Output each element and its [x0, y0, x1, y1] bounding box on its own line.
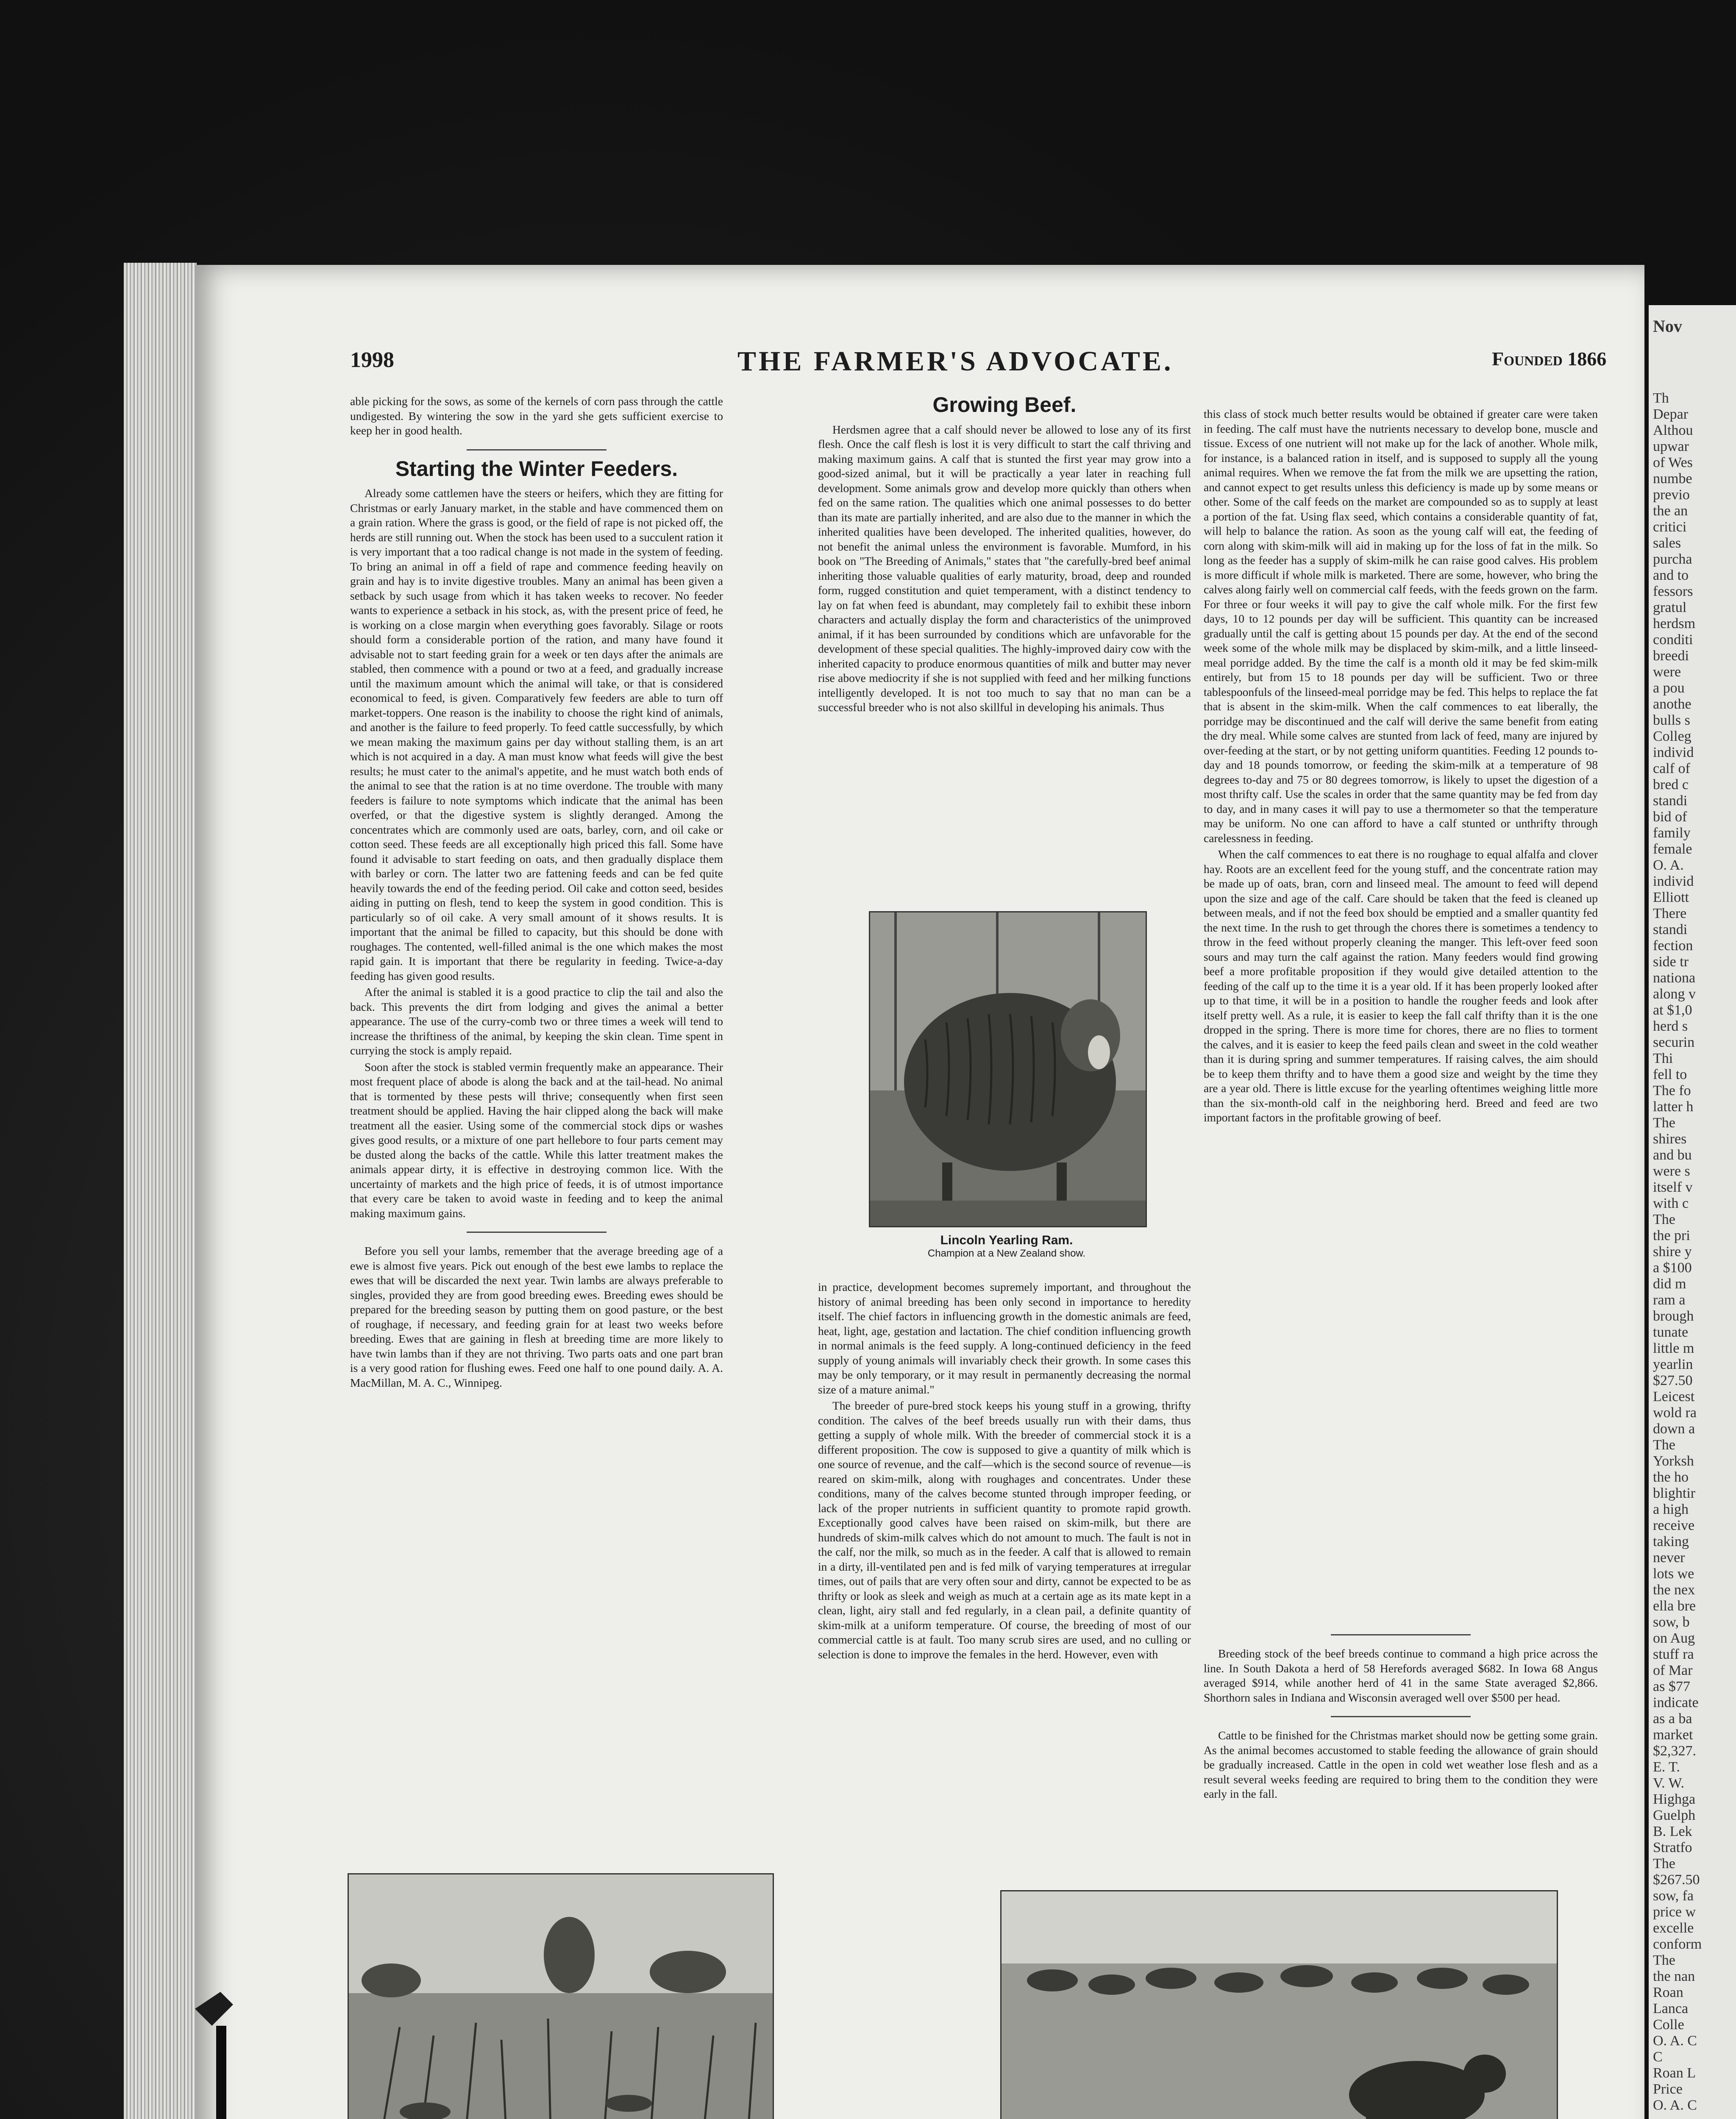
next-page-fragment: with c — [1653, 1196, 1689, 1211]
next-page-edge — [1649, 305, 1736, 2119]
next-page-fragment: Leicest — [1653, 1389, 1695, 1404]
breeding-stock-note: Breeding stock of the beef breeds continue to command a high price across the line. In South Dakota a herd of 58 Herefords averaged $682. In Iowa 68 Angus averaged $914, while another herd of 41 in the same State averaged $2,866. Shorthorn sales in Indiana and Wisconsin averaged well over $500 per head. — [1204, 1647, 1598, 1704]
next-page-fragment: previo — [1653, 487, 1690, 503]
next-page-fragment: E. T. — [1653, 1759, 1680, 1775]
next-page-fragment: a $100 — [1653, 1260, 1692, 1276]
next-page-fragment: Colle — [1653, 2017, 1684, 2033]
next-page-fragment: The — [1653, 1115, 1675, 1131]
next-page-fragment: a high — [1653, 1502, 1689, 1517]
next-page-fragment: conditi — [1653, 632, 1693, 648]
next-page-fragment: gratul — [1653, 600, 1687, 615]
paragraph: After the animal is stabled it is a good practice to clip the tail and also the back. This prevents the dirt from lodging and gives the animal a better appearance. The use of the curry-comb two or three times a week will tend to increase the thriftiness of the animal, by keeping the skin clean. Time spent in currying the stock is amply repaid. — [350, 985, 723, 1057]
next-page-fragment: securin — [1653, 1034, 1695, 1050]
next-page-fragment: female — [1653, 841, 1692, 857]
next-page-fragment: latter h — [1653, 1099, 1694, 1115]
paragraph: When the calf commences to eat there is no roughage to equal alfalfa and clover hay. Roots are an excellent feed for the young stuff, and the concentrate ration may be made up of oats, bran, corn and linseed meal. The amount to feed will depend upon the size and age of the calf. Care should be taken that the feed is cleaned up between meals, and if not the feed box should be emptied and a smaller quantity fed the next time. In the rush to get through the chores there is sometimes a tendency to throw in the feed without properly cleaning the manger. This left-over feed soon sours and may turn the calf against the ration. Many feeders would find growing beef a more profitable proposition if they would give detailed attention to the feeding of the calf up to the time it is a year old. If it has been properly looked after up to that time, it will be in a position to handle the rougher feeds and look after itself pretty well. As a rule, it is easier to keep the fall calf thrifty than it is the one dropped in the spring. There is more time for chores, there are no flies to torment the calves, and it is easier to keep the feed pails clean and sweet in the cold weather than it is during spring and summer temperatures. If raising calves, the aim should be to keep them thrifty and to have them a good size and weight by the time they are a year old. There is little excuse for the yearling oftentimes weighing little more than the six-month-old calf in the neighboring herd. Breed and feed are two important factors in the profitable growing of beef. — [1204, 848, 1598, 1124]
divider-rule — [467, 1232, 606, 1233]
next-page-fragment: the nan — [1653, 1969, 1695, 1984]
page-number: 1998 — [350, 348, 394, 372]
next-page-fragment: shires — [1653, 1131, 1687, 1147]
next-page-fragment: a pou — [1653, 680, 1685, 696]
next-page-fragment: Highga — [1653, 1791, 1696, 1807]
next-page-fragment: Price — [1653, 2081, 1683, 2097]
next-page-fragment: Th — [1653, 390, 1669, 406]
publication-title: THE FARMER'S ADVOCATE. — [737, 346, 1174, 377]
next-page-fragment: the pri — [1653, 1228, 1690, 1243]
next-page-fragment: were — [1653, 664, 1681, 680]
ram-caption — [869, 1233, 1144, 1260]
next-page-fragment: critici — [1653, 519, 1687, 535]
next-page-fragment: on Aug — [1653, 1630, 1695, 1646]
next-page-fragment: stuff ra — [1653, 1646, 1694, 1662]
next-page-fragment: $2,327. — [1653, 1743, 1696, 1759]
next-page-fragment: sow, b — [1653, 1614, 1690, 1630]
next-page-fragment: the an — [1653, 503, 1688, 519]
next-page-fragment: fell to — [1653, 1067, 1687, 1082]
next-page-fragment: fessors — [1653, 584, 1693, 599]
next-page-fragment: Roan L — [1653, 2065, 1696, 2081]
middle-column-top — [818, 394, 1191, 886]
ram-caption-title: Lincoln Yearling Ram. — [940, 1233, 1073, 1247]
next-page-fragment: standi — [1653, 922, 1688, 937]
paragraph: Soon after the stock is stabled vermin frequently make an appearance. Their most frequent place of abode is along the back and at the tail-head. No animal that is tormented by these pests will thrive; consequently when first seen treatment should be applied. Having the hair clipped along the back will make treatment all the easier. Using some of the commercial stock dips or washes gives good results, or a mixture of one part hellebore to four parts cement may be dusted along the backs of the cattle. While this latter treatment makes the animals appear dirty, it is effective in destroying common lice. With the uncertainty of markets and the high price of feeds, it is of utmost importance that every care be taken to avoid waste in feeding and to keep the animal making maximum gains. — [350, 1060, 723, 1220]
next-page-fragment: Roan — [1653, 1985, 1683, 2000]
next-page-head: Nov — [1653, 317, 1682, 336]
next-page-fragment: were s — [1653, 1163, 1690, 1179]
next-page-fragment: price w — [1653, 1904, 1696, 1920]
next-page-fragment: receive — [1653, 1518, 1695, 1533]
next-page-fragment: at $1,0 — [1653, 1002, 1692, 1018]
next-page-fragment: breedi — [1653, 648, 1689, 664]
book-page-edges — [124, 263, 197, 2119]
next-page-fragment: The — [1653, 1437, 1675, 1453]
next-page-fragment: Yorksh — [1653, 1453, 1694, 1469]
next-page-fragment: Elliott — [1653, 890, 1689, 905]
next-page-fragment: Thi — [1653, 1051, 1673, 1066]
next-page-fragment: tunate — [1653, 1324, 1689, 1340]
next-page-fragment: conform — [1653, 1936, 1702, 1952]
next-page-fragment: and bu — [1653, 1147, 1692, 1163]
next-page-fragment: upwar — [1653, 439, 1689, 454]
next-page-fragment: excelle — [1653, 1920, 1694, 1936]
next-page-fragment: individ — [1653, 745, 1694, 760]
hogging-corn-photo — [348, 1873, 774, 2119]
book-clip — [186, 1992, 237, 2119]
next-page-fragment: ram a — [1653, 1292, 1686, 1308]
next-page-fragment: calf of — [1653, 761, 1690, 776]
next-page-fragment: market — [1653, 1727, 1693, 1743]
next-page-fragment: nationa — [1653, 970, 1696, 986]
next-page-fragment: There — [1653, 906, 1687, 921]
next-page-fragment: lots we — [1653, 1566, 1694, 1582]
right-column-notes — [1204, 1623, 1598, 1844]
opening-fragment: able picking for the sows, as some of the kernels of corn pass through the cattle undigested. By wintering the sow in the yard she gets sufficient exercise to keep her in good health. — [350, 395, 723, 437]
next-page-fragment: blightir — [1653, 1485, 1696, 1501]
next-page-fragment: numbe — [1653, 471, 1692, 487]
paragraph: Herdsmen agree that a calf should never be allowed to lose any of its first flesh. Once the calf flesh is lost it is very difficult to start the calf thriving and making maximum gains. A calf that is stunted the first year may grow into a good-sized animal, but it will be practically a year later in reaching full development. Some animals grow and develop more quickly than others when fed on the same ration. The qualities which one animal possesses to do better than its mate are partially inherited, and are also due to the manner in which the inherited qualities have been developed. The inherited qualities, however, do not benefit the animal unless the environment is favorable. Mumford, in his book on "The Breeding of Animals," states that "the carefully-bred beef animal inheriting those valuable qualities of early maturity, broad, deep and rounded form, rugged constitution and quiet temperament, with a distinct tendency to lay on fat when feed is abundant, may completely fail to exhibit these inborn characters and actually display the form and characteristics of the unimproved animal, if it has been surrounded by conditions which are unfavorable for the development of these special qualities. The highly-improved dairy cow with the inherited capacity to produce enormous quantities of milk and butter may never rise above mediocrity if she is not supplied with feed and her milking functions intelligently developed. It is not too much to say that no man can be a successful breeder who is not also skillful in developing his animals. Thus — [818, 423, 1191, 714]
corn-field-image — [349, 1874, 773, 2119]
lambs-note: Before you sell your lambs, remember that the average breeding age of a ewe is almost five years. Pick out enough of the best ewe lambs to replace the ewes that will be discarded the next year. Twin lambs are always preferable to singles, provided they are from good breeding ewes. Breeding ewes should be prepared for the breeding season by putting them on good pasture, or the best of roughage, if necessary, and feeding grain for at least two weeks before breeding. Ewes that are gaining in flesh at breeding time are more likely to have twin lambs than if they are not thriving. Two parts oats and one part bran is a very good ration for flushing ewes. Feed one half to one pound daily. A. A. MacMillan, M. A. C., Winnipeg. — [350, 1244, 723, 1389]
article-heading-growing-beef: Growing Beef. — [932, 394, 1077, 417]
next-page-fragment: V. W. — [1653, 1775, 1685, 1791]
next-page-fragment: purcha — [1653, 551, 1692, 567]
next-page-fragment: Colleg — [1653, 729, 1691, 744]
next-page-fragment: sow, fa — [1653, 1888, 1694, 1904]
next-page-fragment: did m — [1653, 1276, 1686, 1292]
next-page-fragment: shire y — [1653, 1244, 1692, 1260]
next-page-fragment: Lanca — [1653, 2001, 1689, 2016]
next-page-fragment: the ho — [1653, 1469, 1689, 1485]
next-page-fragment: individ — [1653, 873, 1694, 889]
next-page-fragment: O. A. C — [1653, 2097, 1697, 2113]
next-page-fragment: herdsm — [1653, 616, 1696, 631]
next-page-fragment: The — [1653, 1952, 1675, 1968]
next-page-fragment: yearlin — [1653, 1357, 1693, 1372]
next-page-fragment: down a — [1653, 1421, 1695, 1437]
next-page-fragment: $27.50 — [1653, 1373, 1693, 1388]
divider-rule — [467, 449, 606, 450]
next-page-fragment: wold ra — [1653, 1405, 1697, 1421]
founded-date: Founded 1866 — [1492, 348, 1607, 370]
next-page-fragment: O. A. — [1653, 857, 1684, 873]
next-page-fragment: O. A. C — [1653, 2033, 1697, 2049]
next-page-fragment: as $77 — [1653, 1679, 1690, 1694]
next-page-fragment: bulls s — [1653, 712, 1690, 728]
christmas-market-note: Cattle to be finished for the Christmas market should now be getting some grain. As the animal becomes accustomed to stable feeding the allowance of grain should be gradually increased. Cattle in the open in cold wet weather lose flesh and as a result several weeks feeding are required to bring them to the condition they were early in the fall. — [1204, 1729, 1598, 1800]
next-page-fragment: along v — [1653, 986, 1696, 1002]
paragraph: in practice, development becomes supremely important, and throughout the history of animal breeding has been only second in importance to heredity itself. The chief factors in influencing growth in the domestic animals are feed, heat, light, age, gestation and lactation. The chief condition influencing growth in normal animals is the feed supply. A long-continued deficiency in the feed supply of young animals will invariably check their growth. In some cases this may be only temporary, or it may result in permanently decreasing the normal size of a mature animal." — [818, 1280, 1191, 1396]
next-page-fragment: anothe — [1653, 696, 1691, 712]
right-column — [1204, 407, 1598, 1627]
next-page-fragment: Althou — [1653, 423, 1693, 438]
next-page-fragment: of Mar — [1653, 1663, 1693, 1678]
next-page-fragment: indicate — [1653, 1695, 1699, 1710]
next-page-fragment: itself v — [1653, 1179, 1693, 1195]
ram-caption-subtitle: Champion at a New Zealand show. — [927, 1248, 1086, 1259]
cattle-herd-image — [1002, 1891, 1557, 2119]
next-page-fragment: of Wes — [1653, 455, 1693, 470]
paragraph: The breeder of pure-bred stock keeps his young stuff in a growing, thrifty condition. The calves of the beef breeds usually run with their dams, thus getting a supply of whole milk. With the breeder of commercial stock it is a different proposition. The cow is supposed to give a quantity of milk which is one source of revenue, and the calf—which is the second source of revenue—is reared on skim-milk, along with roughages and concentrates. Under these conditions, many of the calves become stunted through improper feeding, or lack of the proper nutrients in sufficient quantity to promote rapid growth. Exceptionally good calves have been raised on skim-milk, but there are hundreds of skim-milk calves which do not amount to much. The fault is not in the calf, nor the milk, so much as in the feeder. A calf that is allowed to remain in a dirty, ill-ventilated pen and is fed milk of varying temperatures at irregular times, out of pails that are very often sour and dirty, cannot be expected to be as thrifty or look as sleek and weigh as much at a certain age as its mate kept in a clean, light, airy stall and fed regularly, in a clean pail, a definite quantity of skim-milk at a uniform temperature. Of course, the breeding of most of our commercial cattle is at fault. Too many scrub sires are used, and no culling or selection is done to improve the females in the herd. However, even with — [818, 1399, 1191, 1661]
paragraph: Already some cattlemen have the steers or heifers, which they are fitting for Christmas or early January market, in the stable and have commenced them on a grain ration. Where the grass is good, or the field of rape is not picked off, the herds are still running out. When the stock has been used to a succulent ration it is very important that a too radical change is not made in the system of feeding. To bring an animal in off a field of rape and commence feeding heavily on grain and hay is to invite digestive troubles. Many an animal has been given a setback by such usage from which it has taken weeks to recover. No feeder wants to experience a setback in his stock, as, with the present price of feed, he is working on a close margin when everything goes favorably. Silage or roots should form a considerable portion of the ration, and many have found it advisable not to start feeding grain for a week or ten days after the animals are stabled, then commence with a pound or two at a feed, and gradually increase until the maximum amount which the animal will take, or that is considered economical to feed, is given. Comparatively few feeders are able to turn off market-toppers. One reason is the inability to choose the right kind of animals, and another is the failure to feed properly. To feed cattle successfully, by which we mean making the maximum gains per day without stalling them, is an art which is not acquired in a day. A man must know what feeds will give the best results; he must cater to the animal's appetite, and he must watch both ends of the animal to see that the ration is at no time overdone. The trouble with many feeders is failure to note symptoms which indicate that the animal has been overfed, or that the digestive system is slightly deranged. Among the concentrates which are commonly used are oats, barley, corn, and oil cake or cotton seed. These feeds are all exceptionally high priced this fall. Some have found it advisable to start feeding on oats, and then gradually displace them with barley or corn. The latter two are fattening feeds and can be fed quite heavily towards the end of the feeding period. Oil cake and cotton seed, besides aiding in putting on flesh, tend to keep the system in good condition. This is particularly so of oil cake. A very small amount of it shows results. It is important that the animal be filled to capacity, but this should be done with roughages. The contented, well-filled animal is the one which makes the most rapid gain. It is important that there be regularity in feeding. Twice-a-day feeding has given good results. — [350, 487, 723, 982]
next-page-fragment: bid of — [1653, 809, 1687, 825]
next-page-fragment: herd s — [1653, 1018, 1688, 1034]
next-page-fragment: taking — [1653, 1534, 1689, 1549]
next-page-fragment: brough — [1653, 1308, 1694, 1324]
next-page-fragment: side tr — [1653, 954, 1689, 970]
lincoln-ram-photo — [869, 911, 1147, 1227]
next-page-fragment: as a ba — [1653, 1711, 1692, 1727]
round-up-photo — [1000, 1890, 1558, 2119]
next-page-fragment: sales — [1653, 535, 1681, 551]
divider-rule — [1331, 1716, 1471, 1717]
next-page-fragment: family — [1653, 825, 1691, 841]
left-column — [350, 394, 723, 1856]
next-page-fragment: fection — [1653, 938, 1693, 954]
next-page-fragment: bred c — [1653, 777, 1689, 793]
next-page-fragment: standi — [1653, 793, 1688, 809]
next-page-fragment: C — [1653, 2049, 1663, 2065]
paragraph: this class of stock much better results would be obtained if greater care were taken in feeding. The calf must have the nutrients necessary to develop bone, muscle and tissue. Excess of one nutrient will not make up for the lack of another. Whole milk, for instance, is a balanced ration in itself, and is supposed to supply all the young animal requires. When we remove the fat from the milk we are upsetting the ration, and cannot expect to get results unless this deficiency is made up by some means or other. Some of the calf feeds on the market are compounded so as to supply at least a portion of the fat. Using flax seed, which contains a considerable quantity of fat, will help to balance the ration. As soon as the young calf will eat, the feeding of corn along with skim-milk will aid in making up for the loss of fat in the milk. So long as the feeder has a supply of skim-milk he can raise good calves. His problem is more difficult if whole milk is marketed. There are some, however, who bring the calves along fairly well on commercial calf feeds, with the feeds grown on the farm. For three or four weeks it will pay to give the calf whole milk. For the first few days, 10 to 12 pounds per day will be sufficient. This quantity can be increased gradually until the calf is getting about 15 pounds per day. At the end of the second week some of the whole milk may be displaced by skim-milk, and a little linseed-meal porridge added. By the time the calf is a month old it may be fed skim-milk entirely, but from 15 to 18 pounds per day will be sufficient. Two or three tablespoonfuls of the linseed-meal porridge may be fed. This helps to replace the fat that is absent in the skim-milk. When the calf commences to eat liberally, the porridge may be discontinued and the calf will derive the same benefit from eating the dry meal. While some calves are stunted from lack of feed, many are injured by over-feeding at the start, or by not getting uniform quantities. Feeding 12 pounds to-day and 18 pounds tomorrow, or feeding the skim-milk at a temperature of 98 degrees to-day and 75 or 80 degrees tomorrow, is likely to upset the digestion of a most thrifty calf. Use the scales in order that the same quantity may be fed from day to day, and in many cases it will pay to use a thermometer so that the temperature may be uniform. No one can afford to have a calf stunted or unthrifty through carelessness in feeding. — [1204, 407, 1598, 845]
middle-column-bottom — [818, 1280, 1191, 1860]
next-page-fragment: ella bre — [1653, 1598, 1696, 1614]
next-page-fragment: Depar — [1653, 406, 1689, 422]
next-page-fragment: B. Lek — [1653, 1824, 1692, 1839]
next-page-fragment: The fo — [1653, 1083, 1691, 1098]
next-page-fragment: Stratfo — [1653, 1840, 1692, 1855]
next-page-fragment: The — [1653, 1856, 1675, 1872]
next-page-fragment: and to — [1653, 567, 1689, 583]
divider-rule — [1331, 1634, 1471, 1635]
next-page-fragment: The — [1653, 1212, 1675, 1227]
next-page-fragment: the nex — [1653, 1582, 1695, 1598]
ram-image — [870, 912, 1146, 1226]
next-page-fragment: never — [1653, 1550, 1685, 1566]
next-page-fragment: $267.50 — [1653, 1872, 1700, 1888]
next-page-fragment: Guelph — [1653, 1808, 1696, 1823]
next-page-fragment: little m — [1653, 1340, 1694, 1356]
article-heading-starting-winter-feeders: Starting the Winter Feeders. — [395, 456, 678, 481]
